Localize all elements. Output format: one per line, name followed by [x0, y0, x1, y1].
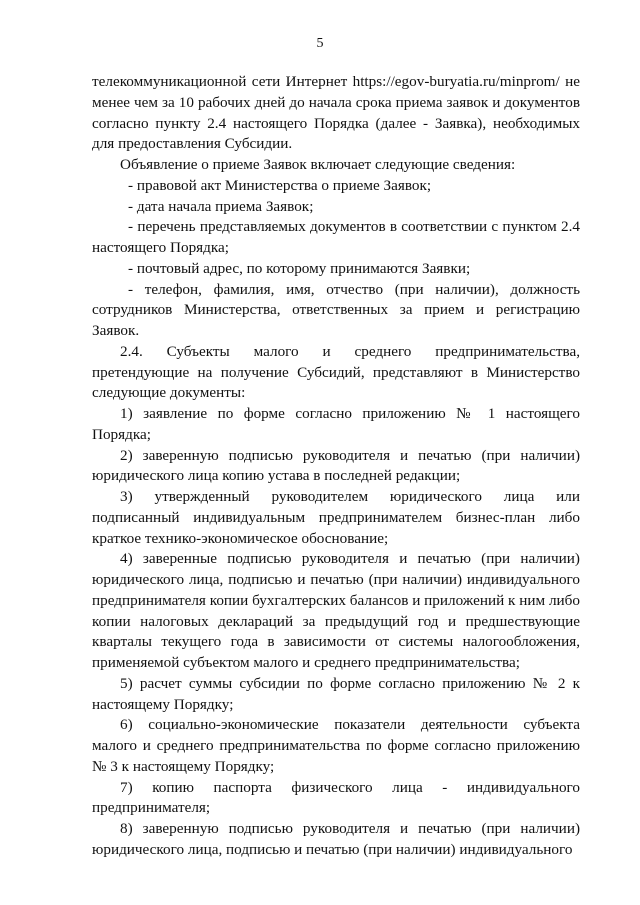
page-number: 5: [316, 36, 324, 51]
list-item-6: 6) социально-экономические показатели деятельности субъекта малого и среднего предпринимательства по форме согласно приложению № 3 к настоящему Порядку;: [92, 716, 580, 775]
list-item-2: 2) заверенную подписью руководителя и печатью (при наличии) юридического лица копию устава в последней редакции;: [92, 446, 580, 485]
paragraph-intro-continuation: телекоммуникационной сети Интернет https://egov-buryatia.ru/minprom/ не менее чем за 10 рабочих дней до начала срока приема заявок и документов согласно пункту 2.4 настоящего Порядка (далее - Заявка), необходимых для предоставления Субсидии.: [92, 73, 580, 153]
list-item-3: 3) утвержденный руководителем юридического лица или подписанный индивидуальным предпринимателем бизнес-план либо краткое технико-экономическое обоснование;: [92, 488, 580, 547]
list-item-1: 1) заявление по форме согласно приложению № 1 настоящего Порядка;: [92, 405, 580, 443]
list-item-4: 4) заверенные подписью руководителя и печатью (при наличии) юридического лица, подписью и печатью (при наличии) индивидуального предпринимателя копии бухгалтерских балансов и приложений к ним либо копии налоговых деклараций за предыдущий год и предшествующие кварталы текущего года в зависимости от системы налогообложения, применяемой субъектом малого и среднего предпринимательства;: [92, 550, 580, 671]
list-item-8: 8) заверенную подписью руководителя и печатью (при наличии) юридического лица, подписью и печатью (при наличии) индивидуального: [92, 820, 580, 858]
list-item-documents-list: - перечень представляемых документов в соответствии с пунктом 2.4 настоящего Порядка;: [92, 218, 580, 256]
paragraph-announcement-heading: Объявление о приеме Заявок включает следующие сведения:: [120, 156, 516, 173]
list-item-legal-act: - правовой акт Министерства о приеме Заявок;: [128, 176, 432, 194]
list-item-postal-address: - почтовый адрес, по которому принимаются Заявки;: [128, 259, 471, 277]
list-item-7: 7) копию паспорта физического лица - индивидуального предпринимателя;: [92, 778, 580, 817]
list-item-start-date: - дата начала приема Заявок;: [128, 197, 314, 215]
list-item-5: 5) расчет суммы субсидии по форме согласно приложению № 2 к настоящему Порядку;: [92, 674, 580, 713]
list-item-contacts: - телефон, фамилия, имя, отчество (при наличии), должность сотрудников Министерства, ответственных за прием и регистрацию Заявок.: [92, 280, 580, 339]
document-body: [92, 72, 580, 861]
paragraph-section-2-4: 2.4. Субъекты малого и среднего предпринимательства, претендующие на получение Субсидий, представляют в Министерство следующие документы:: [92, 342, 580, 402]
